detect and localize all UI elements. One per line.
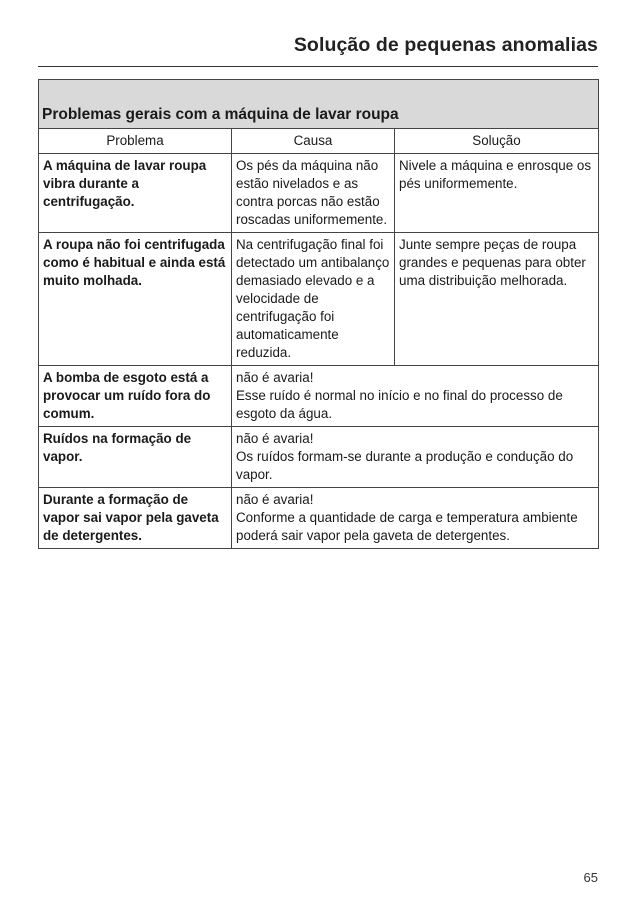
explanation-cell [232, 427, 599, 488]
status-note: não é avaria! [236, 370, 314, 385]
solution-cell: Junte sempre peças de roupa grandes e pequenas para obter uma distribuição melhorada. [395, 233, 599, 366]
table-row [39, 233, 599, 366]
problem-cell: Ruídos na formação de vapor. [39, 427, 232, 488]
explanation-text: Conforme a quantidade de carga e temperatura ambiente poderá sair vapor pela gaveta de detergentes. [236, 510, 578, 543]
column-header-solution: Solução [395, 129, 599, 154]
cause-cell: Na centrifugação final foi detectado um antibalanço demasiado elevado e a velocidade de centrifugação foi automaticamente reduzida. [232, 233, 395, 366]
table-header-row [39, 129, 599, 154]
problem-cell: Durante a formação de vapor sai vapor pela gaveta de detergentes. [39, 488, 232, 549]
explanation-cell [232, 366, 599, 427]
column-header-problem: Problema [39, 129, 232, 154]
explanation-cell [232, 488, 599, 549]
problem-cell: A bomba de esgoto está a provocar um ruído fora do comum. [39, 366, 232, 427]
table-row [39, 366, 599, 427]
status-note: não é avaria! [236, 431, 314, 446]
table-row [39, 488, 599, 549]
table-row [39, 154, 599, 233]
status-note: não é avaria! [236, 492, 314, 507]
header-divider [38, 66, 598, 67]
solution-cell: Nivele a máquina e enrosque os pés uniformemente. [395, 154, 599, 233]
cause-cell: Os pés da máquina não estão nivelados e as contra porcas não estão roscadas uniformemente. [232, 154, 395, 233]
problem-cell: A máquina de lavar roupa vibra durante a centrifugação. [39, 154, 232, 233]
page-number: 65 [583, 870, 598, 885]
table-row [39, 427, 599, 488]
explanation-text: Esse ruído é normal no início e no final do processo de esgoto da água. [236, 388, 563, 421]
page-title: Solução de pequenas anomalias [293, 34, 598, 56]
table-section-row [39, 80, 599, 129]
column-header-cause: Causa [232, 129, 395, 154]
explanation-text: Os ruídos formam-se durante a produção e condução do vapor. [236, 449, 574, 482]
section-title: Problemas gerais com a máquina de lavar roupa [39, 80, 599, 129]
problem-cell: A roupa não foi centrifugada como é habitual e ainda está muito molhada. [39, 233, 232, 366]
troubleshooting-table [38, 79, 599, 549]
